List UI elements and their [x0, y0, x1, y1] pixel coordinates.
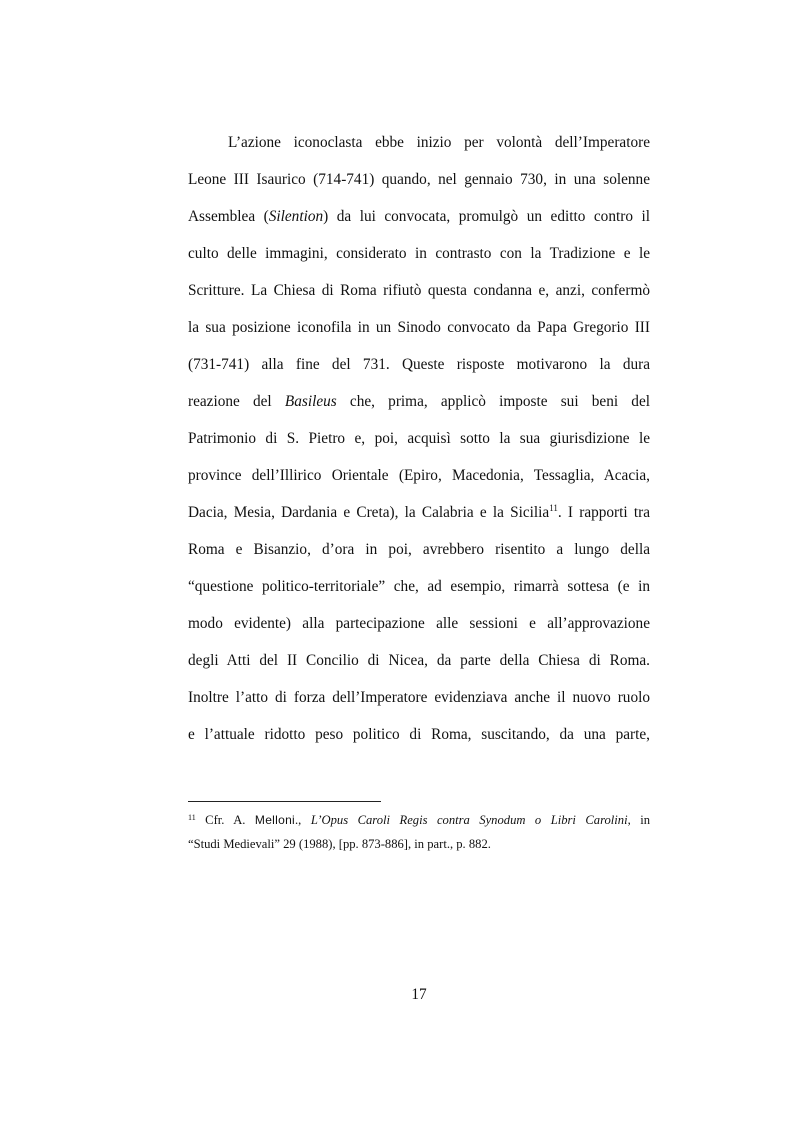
author-name: Melloni	[254, 813, 296, 827]
text-fragment: .,	[295, 813, 311, 827]
footnote-line	[188, 812, 650, 828]
text-line: e l’attuale ridotto peso politico di Roma, suscitando, da una parte,	[188, 726, 650, 743]
text-fragment: . I rapporti tra	[557, 504, 650, 521]
footnote-divider	[188, 801, 381, 802]
footnote-number: 11	[188, 813, 196, 822]
text-line: “questione politico-territoriale” che, ad esempio, rimarrà sottesa (e in	[188, 578, 650, 595]
text-line: L’azione iconoclasta ebbe inizio per volontà dell’Imperatore	[228, 134, 650, 151]
footnote-line: “Studi Medievali” 29 (1988), [pp. 873-886], in part., p. 882.	[188, 837, 491, 851]
text-fragment: reazione del	[188, 393, 285, 410]
page-number: 17	[411, 986, 427, 1003]
text-line: culto delle immagini, considerato in contrasto con la Tradizione e le	[188, 245, 650, 262]
text-fragment: , in	[627, 813, 651, 827]
text-line: degli Atti del II Concilio di Nicea, da parte della Chiesa di Roma.	[188, 652, 650, 669]
work-title: L’Opus Caroli Regis contra Synodum o Libri Carolini	[310, 813, 628, 827]
text-line	[188, 207, 650, 227]
text-line: Patrimonio di S. Pietro e, poi, acquisì sotto la sua giurisdizione le	[188, 430, 650, 447]
text-line: modo evidente) alla partecipazione alle sessioni e all’approvazione	[188, 615, 650, 632]
text-fragment: Dacia, Mesia, Dardania e Creta), la Calabria e la Sicilia	[188, 504, 550, 521]
text-line: (731-741) alla fine del 731. Queste risposte motivarono la dura	[188, 356, 650, 373]
text-fragment: che, prima, applicò imposte sui beni del	[336, 393, 650, 410]
text-line: province dell’Illirico Orientale (Epiro, Macedonia, Tessaglia, Acacia,	[188, 467, 650, 484]
text-line	[188, 503, 650, 523]
text-fragment: ) da lui convocata, promulgò un editto contro il	[323, 208, 650, 225]
text-fragment: Cfr. A.	[195, 813, 255, 827]
text-line: Leone III Isaurico (714-741) quando, nel gennaio 730, in una solenne	[188, 171, 650, 188]
text-line: Scritture. La Chiesa di Roma rifiutò questa condanna e, anzi, confermò	[188, 282, 650, 299]
text-line: Inoltre l’atto di forza dell’Imperatore evidenziava anche il nuovo ruolo	[188, 689, 650, 706]
text-line	[188, 392, 650, 412]
footnote-ref[interactable]: 11	[549, 503, 558, 513]
text-line: la sua posizione iconofila in un Sinodo convocato da Papa Gregorio III	[188, 319, 650, 336]
text-line: Roma e Bisanzio, d’ora in poi, avrebbero risentito a lungo della	[188, 541, 650, 558]
italic-term: Basileus	[284, 393, 337, 410]
italic-term: Silention	[268, 208, 324, 225]
text-fragment: Assemblea (	[188, 208, 269, 225]
